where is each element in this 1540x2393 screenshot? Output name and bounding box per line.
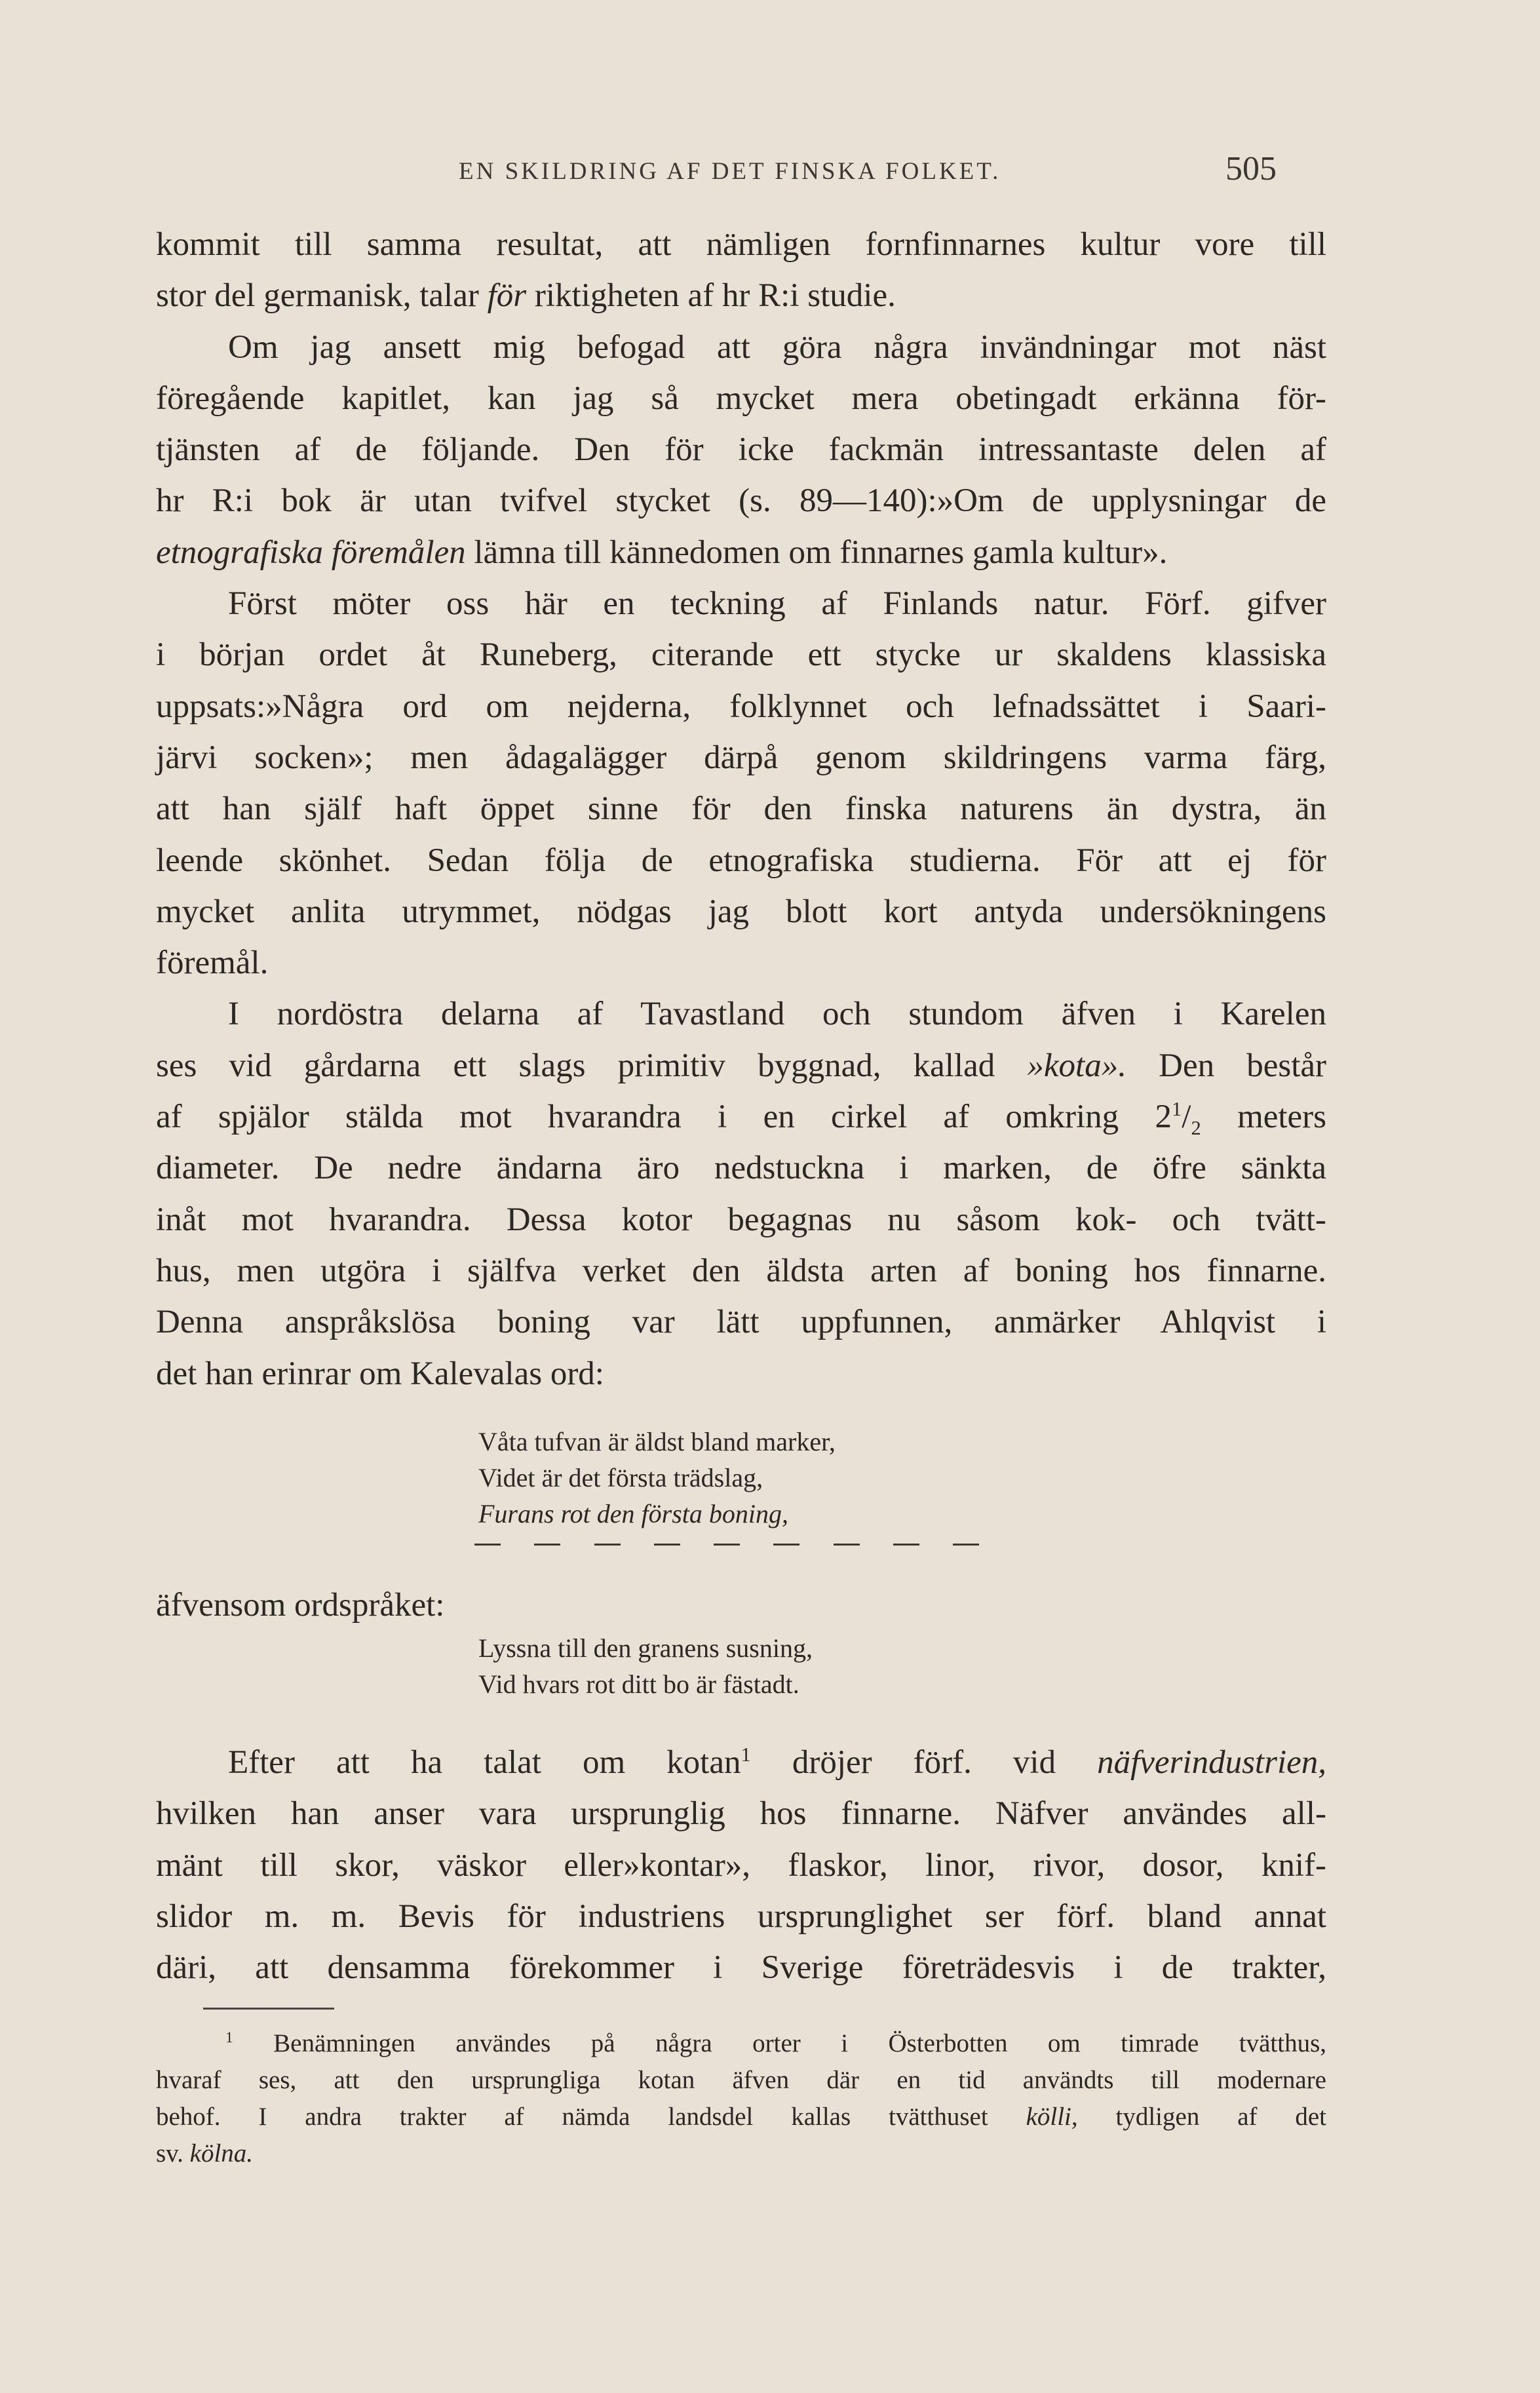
text-line: kommit till samma resultat, att nämligen fornfinnarnes kultur vore till — [156, 226, 1326, 263]
text-line: uppsats:»Några ord om nejderna, folklynnet och lefnadssättet i Saari- — [156, 688, 1326, 725]
verse-line: Lyssna till den granens susning, — [478, 1633, 813, 1663]
text-line: af spjälor stälda mot hvarandra i en cirkel af omkring $2^1/_2$ meters — [156, 1098, 1327, 1140]
footnote-marker: 1 — [225, 2029, 233, 2046]
text-line: leende skönhet. Sedan följa de etnografiska studierna. För att ej för — [156, 842, 1326, 879]
fraction: $2^1/_2$ — [1155, 1098, 1201, 1140]
verse-quote — [478, 1424, 836, 1532]
text-line: järvi socken»; men ådagalägger därpå genom skildringens varma färg, — [156, 739, 1326, 776]
text-line: det han erinrar om Kalevalas ord: — [156, 1355, 604, 1392]
text-line: Först möter oss här en teckning af Finlands natur. Förf. gifver — [228, 585, 1326, 623]
text-line: hr R:i bok är utan tvifvel stycket (s. 89—140):»Om de upplysningar de — [156, 482, 1326, 520]
text-line: föregående kapitlet, kan jag så mycket mera obetingadt erkänna för- — [156, 379, 1326, 417]
text-line: diameter. De nedre ändarna äro nedstuckna i marken, de öfre sänkta — [156, 1150, 1326, 1187]
text-line: tjänsten af de följande. Den för icke fackmän intressantaste delen af — [156, 431, 1326, 469]
text-line: äfvensom ordspråket: — [156, 1587, 445, 1624]
footnote-line: behof. I andra trakter af nämda landsdel kallas tvätthuset kölli, tydligen af det — [156, 2103, 1327, 2131]
text-line: mänt till skor, väskor eller»kontar», flaskor, linor, rivor, dosor, knif- — [156, 1846, 1326, 1884]
text-line: I nordöstra delarna af Tavastland och stundom äfven i Karelen — [228, 996, 1326, 1033]
main-text — [156, 219, 1326, 1399]
text-line: stor del germanisk, talar för riktigheten af hr R:i studie. — [156, 277, 896, 315]
text-line: ses vid gårdarna ett slags primitiv byggnad, kallad »kota». Den består — [156, 1047, 1326, 1084]
text-line: hvilken han anser vara ursprunglig hos finnarne. Näfver användes all- — [156, 1795, 1326, 1833]
proverb-quote — [478, 1630, 813, 1702]
verse-line: Videt är det första trädslag, — [478, 1463, 763, 1492]
text-line: Efter att ha talat om kotan$^1$ dröjer förf. vid näfverindustrien, — [228, 1743, 1327, 1781]
footnote-line: hvaraf ses, att den ursprungliga kotan äfven där en tid användts till modernare — [156, 2066, 1326, 2094]
footnote-ref: 1 — [741, 1743, 751, 1766]
page-number: 505 — [1225, 150, 1277, 187]
text-line: Om jag ansett mig befogad att göra några invändningar mot näst — [228, 328, 1326, 366]
verse-line: Våta tufvan är äldst bland marker, — [478, 1427, 836, 1456]
footnote-line: sv. kölna. — [156, 2139, 254, 2168]
text-line: däri, att densamma förekommer i Sverige företrädesvis i de trakter, — [156, 1949, 1326, 1987]
verse-line: Furans rot den första boning, — [478, 1499, 788, 1528]
text-line: föremål. — [156, 944, 269, 982]
verse-line: Vid hvars rot ditt bo är fästadt. — [478, 1669, 799, 1699]
text-line: att han själf haft öppet sinne för den finska naturens än dystra, än — [156, 790, 1326, 828]
main-text-continued — [156, 1737, 1326, 1993]
text-line: etnografiska föremålen lämna till kännedomen om finnarnes gamla kultur». — [156, 534, 1168, 571]
text-line: hus, men utgöra i själfva verket den äldsta arten af boning hos finnarne. — [156, 1252, 1326, 1289]
running-header: EN SKILDRING AF DET FINSKA FOLKET. — [459, 158, 1001, 185]
between-text — [156, 1580, 1326, 1631]
footnote-line: $^1$ Benämningen användes på några orter i Österbotten om timrade tvätthus, — [225, 2029, 1327, 2057]
text-line: Denna anspråkslösa boning var lätt uppfunnen, anmärker Ahlqvist i — [156, 1304, 1326, 1341]
footnote-divider — [203, 2008, 334, 2010]
text-line: inåt mot hvarandra. Dessa kotor begagnas nu såsom kok- och tvätt- — [156, 1201, 1326, 1238]
text-line: i början ordet åt Runeberg, citerande ett stycke ur skaldens klassiska — [156, 636, 1326, 674]
ellipsis-dashes — [474, 1544, 979, 1546]
text-line: mycket anlita utrymmet, nödgas jag blott kort antyda undersökningens — [156, 893, 1326, 930]
text-line: slidor m. m. Bevis för industriens ursprunglighet ser förf. bland annat — [156, 1897, 1326, 1935]
footnote — [156, 2025, 1326, 2172]
